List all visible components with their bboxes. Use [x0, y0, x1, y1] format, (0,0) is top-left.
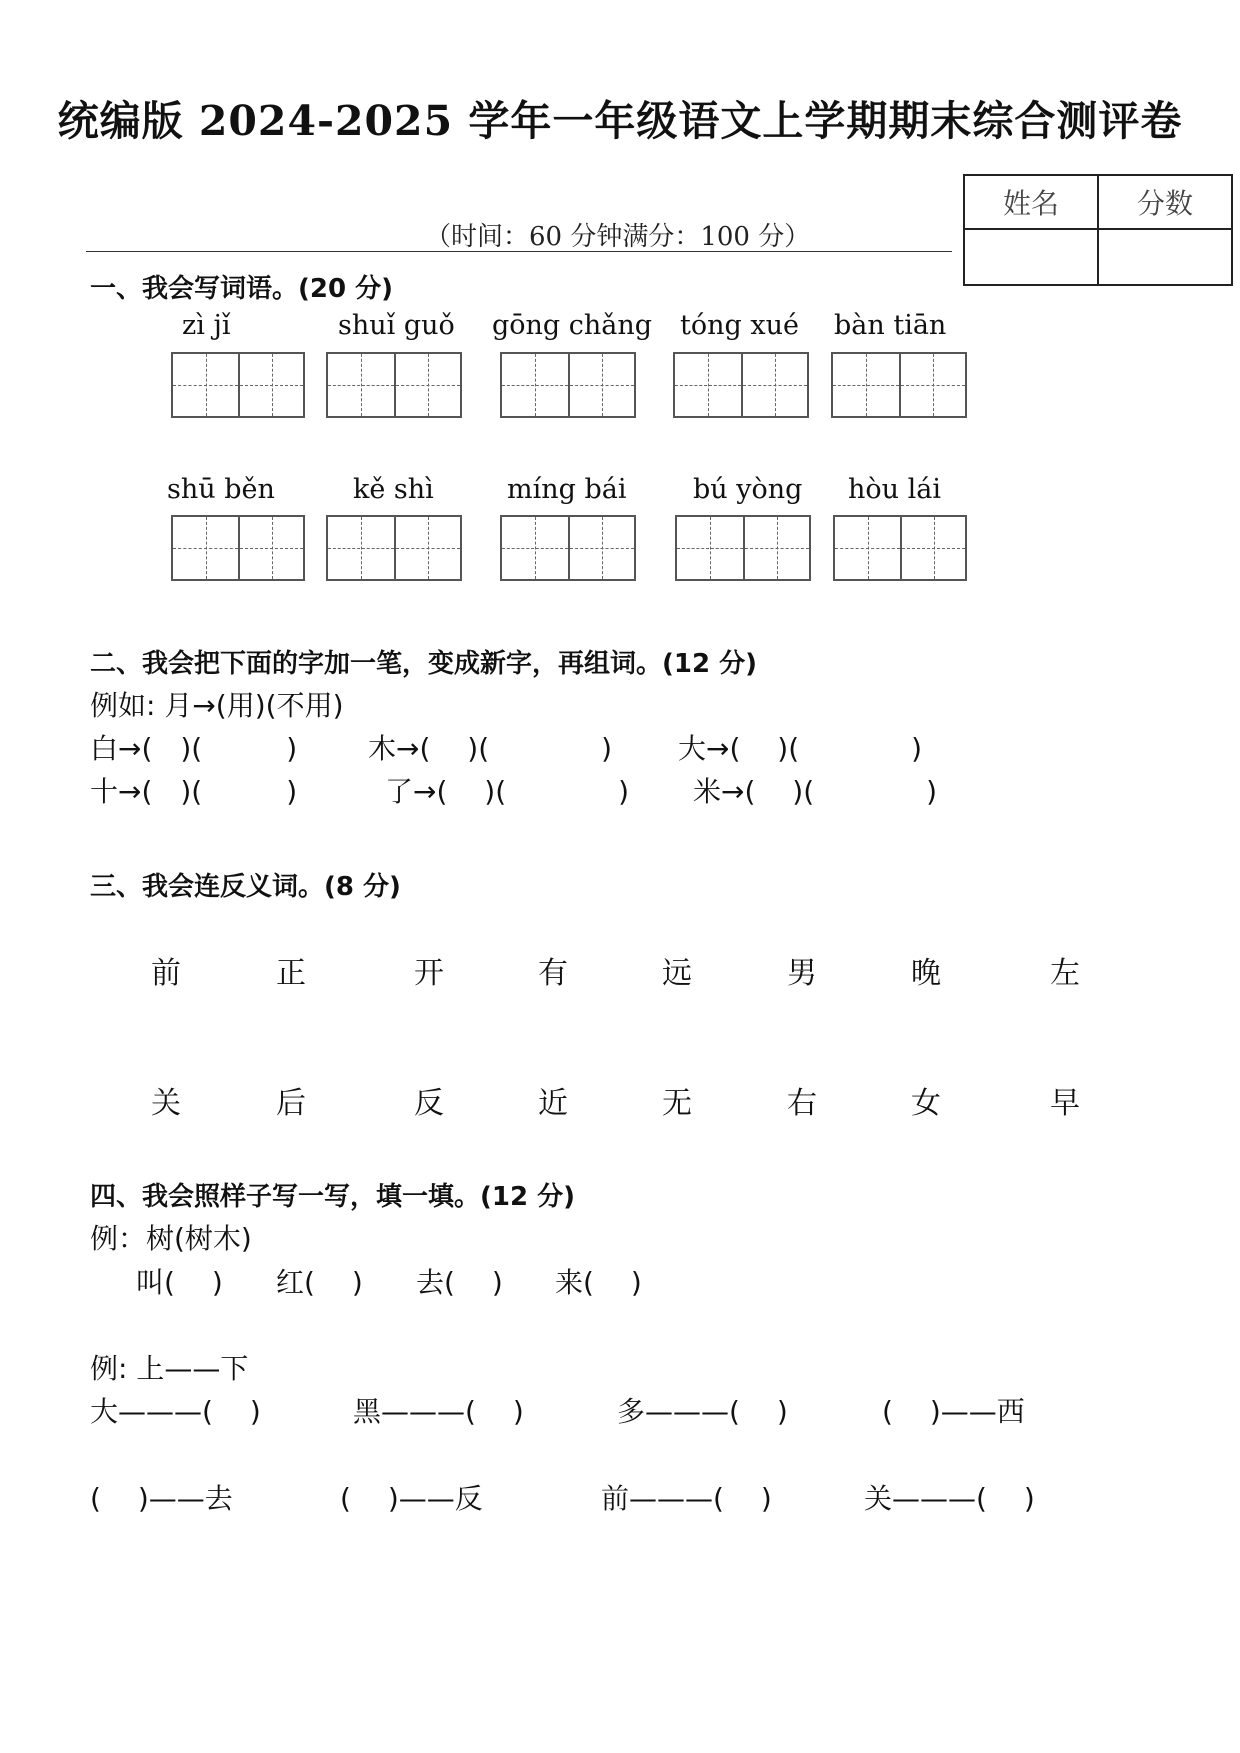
antonym-top-char[interactable]: 远 — [662, 956, 692, 991]
word-fill-item[interactable]: 红( ) — [276, 1266, 363, 1299]
section-4-heading: 四、我会照样子写一写，填一填。(12 分) — [90, 1182, 575, 1212]
pinyin-label: hòu lái — [848, 474, 941, 505]
section-4-example-2: 例: 上——下 — [90, 1352, 249, 1385]
antonym-top-char[interactable]: 晚 — [911, 956, 941, 991]
section-1-heading: 一、我会写词语。(20 分) — [90, 274, 393, 304]
name-field[interactable] — [964, 229, 1098, 285]
writing-grid[interactable] — [326, 515, 462, 581]
writing-grid[interactable] — [326, 352, 462, 418]
antonym-top-char[interactable]: 有 — [538, 956, 568, 991]
writing-grid[interactable] — [831, 352, 967, 418]
antonym-bottom-char[interactable]: 女 — [911, 1086, 941, 1121]
add-stroke-item[interactable]: 十→( )( ) — [90, 775, 298, 808]
pinyin-label: shuǐ guǒ — [338, 310, 455, 341]
pinyin-label: míng bái — [507, 474, 627, 505]
pinyin-label: tóng xué — [680, 310, 799, 341]
antonym-fill-item[interactable]: 前———( ) — [601, 1482, 772, 1515]
add-stroke-item[interactable]: 大→( )( ) — [678, 732, 923, 765]
antonym-top-char[interactable]: 开 — [414, 956, 444, 991]
antonym-bottom-char[interactable]: 无 — [662, 1086, 692, 1121]
page-title: 统编版 2024-2025 学年一年级语文上学期期末综合测评卷 — [57, 97, 1183, 145]
word-fill-item[interactable]: 来( ) — [555, 1266, 642, 1299]
add-stroke-item[interactable]: 了→( )( ) — [385, 775, 630, 808]
add-stroke-item[interactable]: 白→( )( ) — [90, 732, 298, 765]
pinyin-label: bú yòng — [693, 474, 803, 505]
writing-grid[interactable] — [500, 515, 636, 581]
pinyin-label: bàn tiān — [834, 310, 947, 341]
score-label: 分数 — [1098, 175, 1232, 229]
exam-info: （时间：60 分钟满分：100 分） — [425, 222, 811, 252]
antonym-top-char[interactable]: 左 — [1050, 956, 1080, 991]
antonym-top-char[interactable]: 正 — [276, 956, 306, 991]
antonym-bottom-char[interactable]: 右 — [787, 1086, 817, 1121]
writing-grid[interactable] — [673, 352, 809, 418]
antonym-bottom-char[interactable]: 关 — [151, 1086, 181, 1121]
pinyin-label: kě shì — [353, 474, 434, 505]
section-2-example: 例如: 月→(用)(不用) — [90, 689, 344, 722]
writing-grid[interactable] — [500, 352, 636, 418]
antonym-fill-item[interactable]: ( )——反 — [340, 1482, 483, 1515]
antonym-bottom-char[interactable]: 反 — [414, 1086, 444, 1121]
antonym-fill-item[interactable]: ( )——西 — [882, 1395, 1025, 1428]
antonym-fill-item[interactable]: ( )——去 — [90, 1482, 233, 1515]
writing-grid[interactable] — [171, 352, 305, 418]
score-table — [963, 174, 1233, 286]
antonym-bottom-char[interactable]: 近 — [538, 1086, 568, 1121]
pinyin-label: shū běn — [167, 474, 275, 505]
writing-grid[interactable] — [171, 515, 305, 581]
score-field[interactable] — [1098, 229, 1232, 285]
pinyin-label: gōng chǎng — [492, 310, 653, 341]
antonym-fill-item[interactable]: 关———( ) — [864, 1482, 1035, 1515]
section-4-example-1: 例：树(树木) — [90, 1222, 252, 1255]
word-fill-item[interactable]: 去( ) — [416, 1266, 503, 1299]
header-divider — [86, 251, 952, 252]
section-3-heading: 三、我会连反义词。(8 分) — [90, 872, 401, 902]
antonym-bottom-char[interactable]: 早 — [1050, 1086, 1080, 1121]
writing-grid[interactable] — [675, 515, 811, 581]
antonym-fill-item[interactable]: 大———( ) — [90, 1395, 261, 1428]
add-stroke-item[interactable]: 木→( )( ) — [368, 732, 613, 765]
antonym-fill-item[interactable]: 多———( ) — [617, 1395, 788, 1428]
antonym-top-char[interactable]: 前 — [151, 956, 181, 991]
antonym-bottom-char[interactable]: 后 — [276, 1086, 306, 1121]
section-2-heading: 二、我会把下面的字加一笔，变成新字，再组词。(12 分) — [90, 649, 757, 679]
writing-grid[interactable] — [833, 515, 967, 581]
pinyin-label: zì jǐ — [182, 310, 231, 341]
name-label: 姓名 — [964, 175, 1098, 229]
antonym-top-char[interactable]: 男 — [787, 956, 817, 991]
add-stroke-item[interactable]: 米→( )( ) — [693, 775, 938, 808]
word-fill-item[interactable]: 叫( ) — [136, 1266, 223, 1299]
antonym-fill-item[interactable]: 黑———( ) — [353, 1395, 524, 1428]
